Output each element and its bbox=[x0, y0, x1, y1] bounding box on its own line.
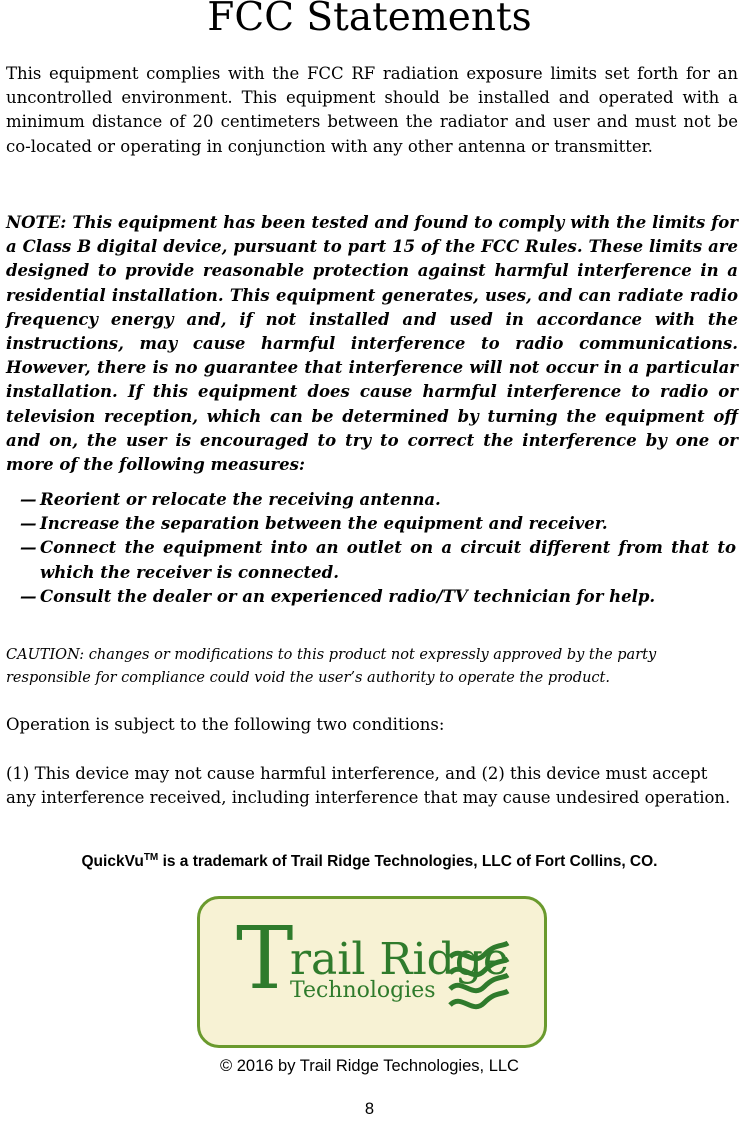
list-item bbox=[20, 536, 736, 584]
conditions-paragraph: (1) This device may not cause harmful interference, and (2) this device must accept any interference received, including interference that may cause undesired operation. bbox=[6, 764, 731, 808]
trademark-text: is a trademark of Trail Ridge Technologies, LLC of Fort Collins, CO. bbox=[158, 853, 658, 871]
measure-text: Increase the separation between the equipment and receiver. bbox=[40, 514, 608, 534]
page-title: FCC Statements bbox=[207, 0, 532, 40]
list-item bbox=[20, 512, 736, 536]
dash-bullet: — bbox=[20, 538, 37, 558]
list-item bbox=[20, 488, 736, 512]
measure-text: Reorient or relocate the receiving antenna. bbox=[40, 490, 441, 509]
dash-bullet: — bbox=[20, 586, 37, 606]
trademark-notice bbox=[0, 852, 739, 871]
list-item bbox=[20, 585, 736, 609]
ridge-waves-icon bbox=[442, 937, 512, 1021]
dash-bullet: — bbox=[20, 490, 37, 509]
measures-list bbox=[20, 488, 736, 609]
note-paragraph: NOTE: This equipment has been tested and found to comply with the limits for a Class B digital device, pursuant to part 15 of the FCC Rules. These limits are designed to provide reasonable protection against harmful interference in a residential installation. This equipment generates, uses, and can radiate radio frequency energy and, if not installed and used in accordance with the instructions, may cause harmful interference to radio communications. However, there is no guarantee that interference will not occur in a particular installation. If this equipment does cause harmful interference to radio or television reception, which can be determined by turning the equipment off and on, the user is encouraged to try to correct the interference by one or more of the following measures: bbox=[6, 213, 738, 475]
operation-intro: Operation is subject to the following two conditions: bbox=[6, 715, 445, 734]
company-logo bbox=[197, 896, 547, 1048]
product-name: QuickVu bbox=[81, 853, 144, 871]
trademark-symbol: TM bbox=[143, 852, 159, 863]
measure-text: Consult the dealer or an experienced radio/TV technician for help. bbox=[40, 586, 656, 606]
rf-exposure-paragraph: This equipment complies with the FCC RF radiation exposure limits set forth for an uncontrolled environment. This equipment should be installed and operated with a minimum distance of 20 centimeters between the radiator and user and must not be co-located or operating in conjunction with any other antenna or transmitter. bbox=[6, 64, 738, 156]
dash-bullet: — bbox=[20, 514, 37, 534]
logo-word-technologies: Technologies bbox=[290, 978, 436, 1003]
copyright-notice: © 2016 by Trail Ridge Technologies, LLC bbox=[220, 1057, 519, 1075]
measure-text: Connect the equipment into an outlet on a circuit different from that to which the receiver is connected. bbox=[40, 538, 736, 582]
caution-paragraph: CAUTION: changes or modifications to this product not expressly approved by the party responsible for compliance could void the user’s authority to operate the product. bbox=[6, 647, 657, 686]
logo-big-letter: T bbox=[236, 909, 294, 1009]
logo-word-trail-ridge: rail Ridge bbox=[290, 934, 509, 985]
page-number: 8 bbox=[364, 1100, 375, 1118]
